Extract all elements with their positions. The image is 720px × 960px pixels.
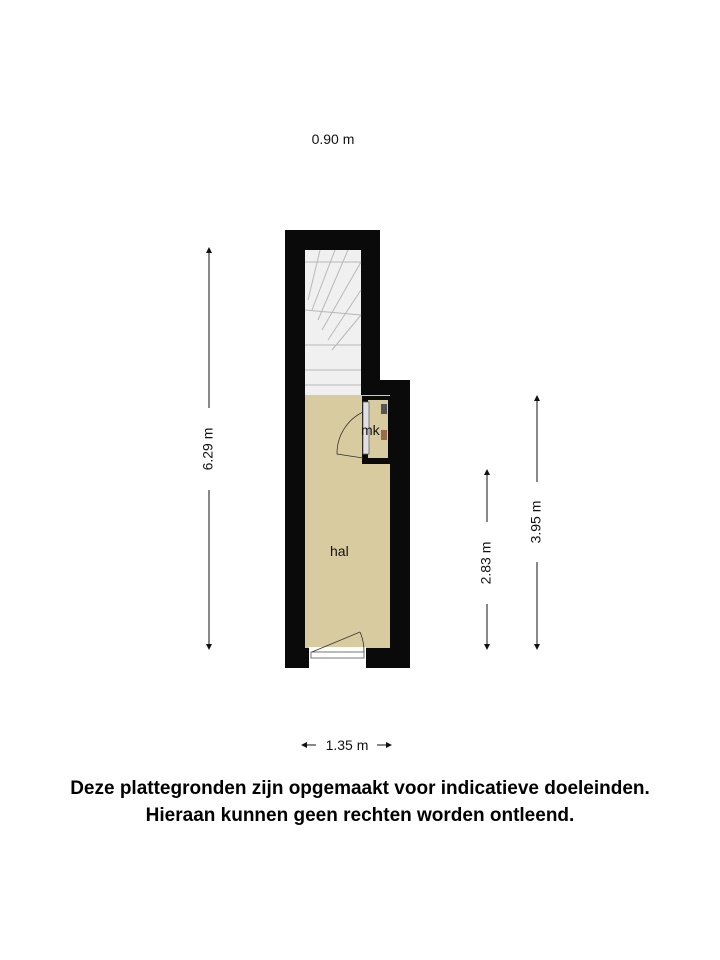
dim-right-inner-height: 2.83 m [477,541,494,585]
dim-right-outer-height: 3.95 m [527,500,544,544]
dim-left-height: 6.29 m [199,427,216,471]
dim-top-width: 0.90 m [311,131,355,147]
staircase [305,250,361,395]
disclaimer-line-2: Hieraan kunnen geen rechten worden ontleend. [145,805,575,826]
dim-bottom-width: 1.35 m [325,737,369,753]
disclaimer-line-1: Deze plattegronden zijn opgemaakt voor indicatieve doeleinden. [70,778,650,799]
room-label-hal: hal [330,543,349,559]
room-label-mk: mk [361,422,380,438]
